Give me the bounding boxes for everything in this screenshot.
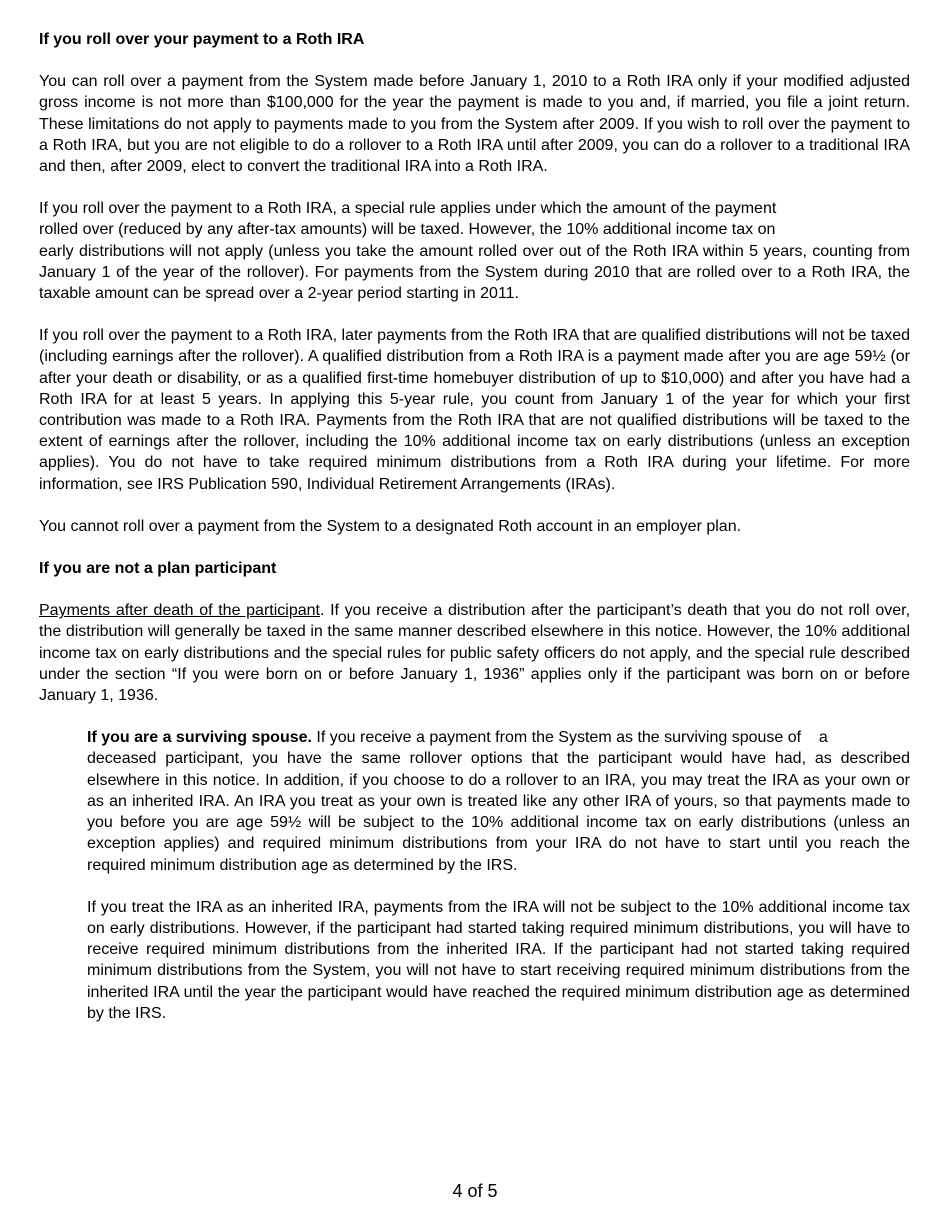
heading-roth-ira: If you roll over your payment to a Roth IRA — [39, 31, 365, 48]
death-payments-paragraph — [39, 600, 910, 706]
page-number: 4 of 5 — [452, 1181, 498, 1201]
death-payments-label: Payments after death of the participant — [39, 602, 320, 620]
heading-not-participant: If you are not a plan participant — [39, 560, 277, 578]
roth-paragraph-1: You can roll over a payment from the System made before January 1, 2010 to a Roth IRA only if your modified adjusted gross income is not more than $100,000 for the year the payment is made to you and, if married, you file a joint return. These limitations do not apply to payments made to you from the System after 2009. If you wish to roll over the payment to a Roth IRA, but you are not eligible to do a rollover to a Roth IRA until after 2009, you can do a rollover to a traditional IRA and then, after 2009, elect to convert the traditional IRA into a Roth IRA. — [39, 73, 910, 176]
roth-paragraph-4: You cannot roll over a payment from the System to a designated Roth account in an employer plan. — [39, 517, 742, 535]
roth-paragraph-2-rest: early distributions will not apply (unless you take the amount rolled over out of the Roth IRA within 5 years, counting from January 1 of the year of the rollover). For payments from the System during 2010 that are rolled over to a Roth IRA, the taxable amount can be spread over a 2-year period starting in 2011. — [39, 242, 910, 303]
document-page — [39, 29, 910, 1045]
surviving-spouse-paragraph — [87, 727, 910, 875]
surviving-spouse-label: If you are a surviving spouse. — [87, 729, 312, 747]
roth-paragraph-3: If you roll over the payment to a Roth IRA, later payments from the Roth IRA that are qualified distributions will not be taxed (including earnings after the rollover). A qualified distribution from a Roth IRA is a payment made after you are age 59½ (or after your death or disability, or as a qualified first-time homebuyer distribution of up to $10,000) and after you have had a Roth IRA for at least 5 years. In applying this 5-year rule, you count from January 1 of the year for which your first contribution was made to a Roth IRA. Payments from the Roth IRA that are not qualified distributions will be taxed to the extent of earnings after the rollover, including the 10% additional income tax on early distributions (unless an exception applies). You do not have to take required minimum distributions from a Roth IRA during your lifetime. For more information, see IRS Publication 590, Individual Retirement Arrangements (IRAs). — [39, 327, 910, 493]
roth-paragraph-2 — [39, 198, 910, 304]
roth-paragraph-2-line-1: If you roll over the payment to a Roth IRA, a special rule applies under which the amount of the payment — [39, 200, 777, 218]
death-payments-text: . If you receive a distribution after the participant’s death that you do not roll over, the distribution will generally be taxed in the same manner described elsewhere in this notice. However, the 10% additional income tax on early distributions and the special rules for public safety officers do not apply, and the special rule described under the section “If you were born on or before January 1, 1936” applies only if the participant was born on or before January 1, 1936. — [39, 602, 911, 705]
surviving-spouse-line-1: If you receive a payment from the System as the surviving spouse of a — [311, 729, 828, 747]
surviving-spouse-first-line — [87, 727, 910, 748]
surviving-spouse-rest: deceased participant, you have the same rollover options that the participant would have had, as described elsewhere in this notice. In addition, if you choose to do a rollover to an IRA, you may treat the IRA as your own or as an inherited IRA. An IRA you treat as your own is treated like any other IRA of yours, so that payments made to you before you are age 59½ will be subject to the 10% additional income tax on early distributions (unless an exception applies) and required minimum distributions from your IRA do not have to start until you reach the required minimum distribution age as determined by the IRS. — [87, 750, 910, 874]
inherited-ira-paragraph: If you treat the IRA as an inherited IRA, payments from the IRA will not be subject to the 10% additional income tax on early distributions. However, if the participant had started taking required minimum distributions, you will have to receive required minimum distributions from the inherited IRA. If the participant had not started taking required minimum distributions from the System, you will not have to start receiving required minimum distributions from the inherited IRA until the year the participant would have reached the required minimum distribution age as determined by the IRS. — [87, 898, 910, 1022]
roth-paragraph-2-line-2: rolled over (reduced by any after-tax amounts) will be taxed. However, the 10% additional income tax on — [39, 221, 776, 239]
